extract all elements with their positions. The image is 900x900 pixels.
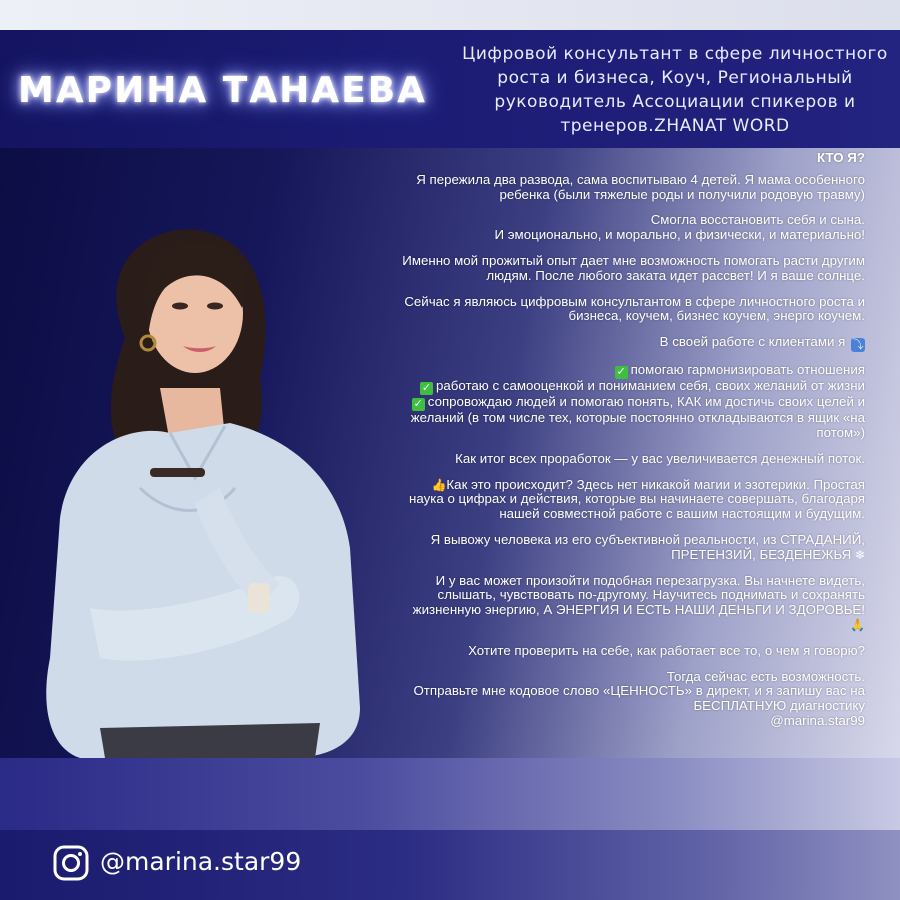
- check-icon: ✓: [413, 398, 423, 411]
- instagram-icon[interactable]: [53, 845, 89, 881]
- list-item: работаю с самооценкой и пониманием себя, своих желаний от жизни: [435, 378, 865, 394]
- list-item: сопровождаю людей и помогаю понять, КАК им достичь своих целей и желаний (в том числе тех, которые постоянно откладываются в ящик «на потом»): [410, 394, 865, 440]
- paragraph-result: Как итог всех проработок — у вас увеличивается денежный поток.: [455, 450, 865, 466]
- paragraph-experience: Именно мой прожитый опыт дает мне возможность помогать расти другим людям. После любого заката идет рассвет! И я ваше солнце.: [402, 252, 865, 283]
- lead-out-text: Я вывожу человека из его субъективной реальности, из СТРАДАНИЙ, ПРЕТЕНЗИЙ, БЕЗДЕНЕЖЬЯ: [430, 531, 865, 562]
- top-strip: [0, 0, 900, 30]
- services-list: [400, 363, 865, 441]
- reboot-text: И у вас может произойти подобная перезагрузка. Вы начнете видеть, слышать, чувствовать по-другому. Научитесь поднимать и сохранять жизненную энергию, А ЭНЕРГИЯ И ЕСТЬ НАШИ ДЕНЬГИ И ЗДОРОВЬЕ!: [412, 572, 865, 618]
- arrow-down-icon: ⤵: [852, 339, 864, 352]
- bottom-band: [0, 758, 900, 830]
- snow-icon: ❄: [854, 547, 865, 562]
- check-icon: ✓: [421, 382, 432, 395]
- paragraph-role: Сейчас я являюсь цифровым консультантом в сфере личностного роста и бизнеса, коучем, бизнес коучем, энерго коучем.: [404, 293, 865, 324]
- pray-icon: 🙏: [850, 617, 865, 632]
- bio-text: [400, 148, 865, 740]
- paragraph-lead-out: [400, 533, 865, 563]
- paragraph-reboot: [400, 574, 865, 633]
- paragraph-recovery: [400, 213, 865, 243]
- list-item: помогаю гармонизировать отношения: [630, 362, 865, 378]
- section-question: КТО Я?: [817, 150, 865, 165]
- check-icon: ✓: [616, 366, 626, 379]
- paragraph-cta: [400, 670, 865, 729]
- person-name: МАРИНА ТАНАЕВА: [18, 70, 428, 111]
- instagram-handle[interactable]: @marina.star99: [100, 847, 302, 876]
- cta-line-1: Тогда сейчас есть возможность.: [666, 668, 865, 684]
- paragraph-story: Я пережила два развода, сама воспитываю 4 детей. Я мама особенного ребенка (были тяжелые роды и получили родовую травму): [416, 171, 865, 202]
- cta-handle: @marina.star99: [770, 712, 865, 728]
- person-title: Цифровой консультант в сфере личностного роста и бизнеса, Коуч, Региональный руководитель Ассоциации спикеров и тренеров.ZHANAT WORD: [462, 44, 888, 136]
- recovery-line-1: Смогла восстановить себя и сына.: [650, 212, 865, 228]
- thumbs-up-icon: 👍: [431, 477, 447, 492]
- paragraph-how: [400, 478, 865, 522]
- paragraph-work-intro: [400, 335, 865, 352]
- header-banner: [0, 30, 900, 148]
- recovery-line-2: И эмоционально, и морально, и физически, и материально!: [494, 227, 865, 243]
- work-intro-text: В своей работе с клиентами я: [659, 334, 846, 350]
- paragraph-question: Хотите проверить на себе, как работает все то, о чем я говорю?: [468, 642, 865, 658]
- how-text: Как это происходит? Здесь нет никакой магии и эзотерики. Простая наука о цифрах и действия, которые вы начинаете совершать, благодаря нашей совместной работе с вашим настоящим и будущим.: [409, 476, 865, 522]
- cta-line-2: Отправьте мне кодовое слово «ЦЕННОСТЬ» в директ, и я запишу вас на БЕСПЛАТНУЮ диагностику: [413, 683, 865, 714]
- portrait-photo: [20, 188, 380, 758]
